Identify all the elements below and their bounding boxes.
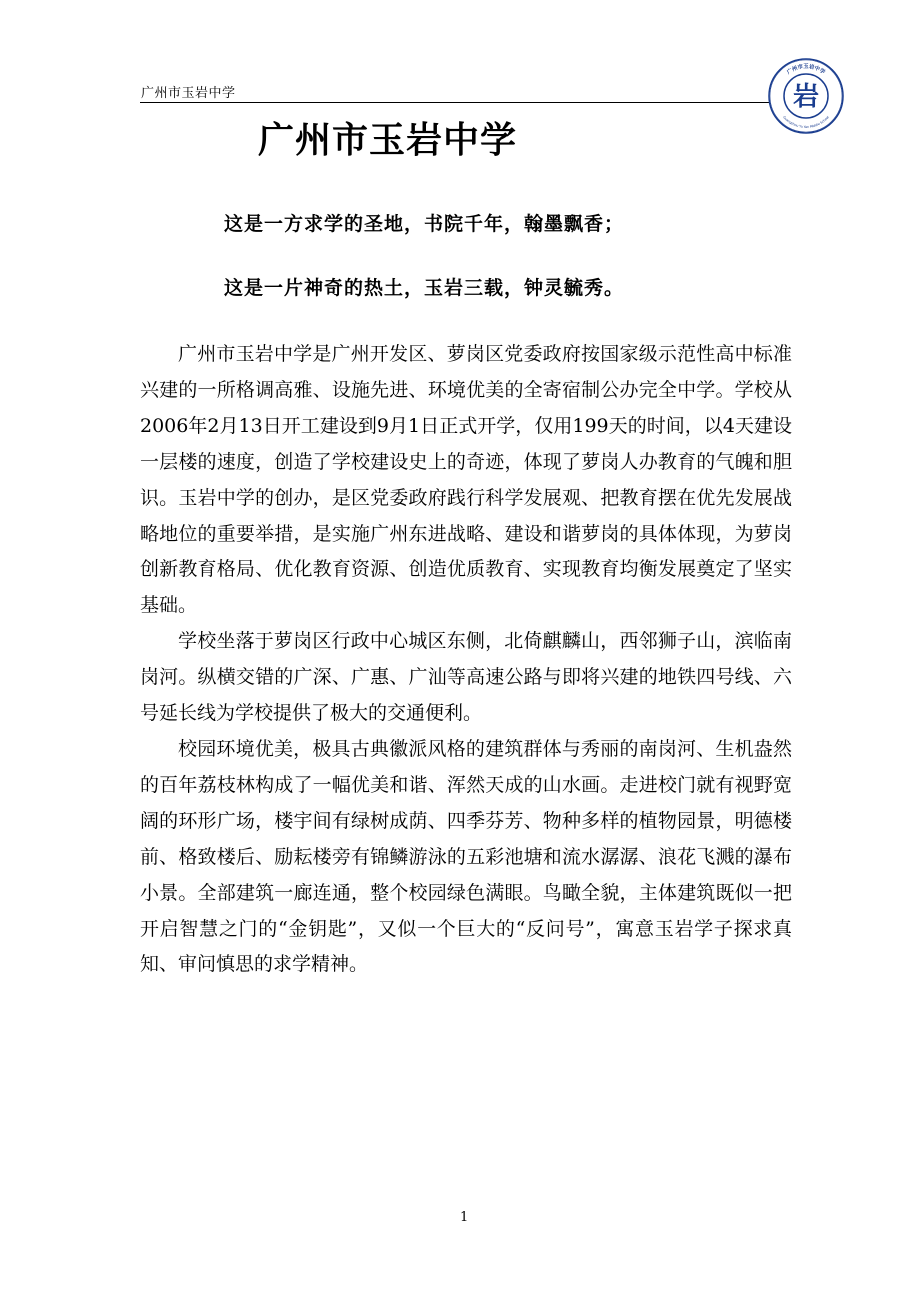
school-emblem-icon	[768, 58, 844, 134]
document-body	[140, 337, 792, 983]
page-number: 1	[460, 1210, 469, 1225]
motto-line-1: 这是一方求学的圣地，书院千年，翰墨飘香；	[224, 213, 625, 235]
header-divider	[140, 102, 780, 103]
emblem-ring-text-bottom: Guangzhou Yu Yan Middle School	[782, 115, 830, 130]
emblem-center-glyph: 岩	[792, 82, 820, 112]
emblem-ring-text-top: 广州市玉岩中学	[786, 64, 826, 76]
paragraph-location: 学校坐落于萝岗区行政中心城区东侧，北倚麒麟山，西邻狮子山，滨临南岗河。纵横交错的广深、广惠、广汕等高速公路与即将兴建的地铁四号线、六号延长线为学校提供了极大的交通便利。	[140, 630, 792, 725]
document-title: 广州市玉岩中学	[258, 120, 518, 161]
paragraph-introduction: 广州市玉岩中学是广州开发区、萝岗区党委政府按国家级示范性高中标准兴建的一所格调高雅、设施先进、环境优美的全寄宿制公办完全中学。学校从2006年2月13日开工建设到9月1日正式开学，仅用199天的时间，以4天建设一层楼的速度，创造了学校建设史上的奇迹，体现了萝岗人办教育的气魄和胆识。玉岩中学的创办，是区党委政府践行科学发展观、把教育摆在优先发展战略地位的重要举措，是实施广州东进战略、建设和谐萝岗的具体体现，为萝岗创新教育格局、优化教育资源、创造优质教育、实现教育均衡发展奠定了坚实基础。	[140, 343, 792, 617]
running-header: 广州市玉岩中学	[141, 86, 236, 101]
motto-line-2: 这是一片神奇的热土，玉岩三载，钟灵毓秀。	[224, 277, 625, 299]
paragraph-campus-environment: 校园环境优美，极具古典徽派风格的建筑群体与秀丽的南岗河、生机盎然的百年荔枝林构成了一幅优美和谐、浑然天成的山水画。走进校门就有视野宽阔的环形广场，楼宇间有绿树成荫、四季芬芳、物种多样的植物园景，明德楼前、格致楼后、励耘楼旁有锦鳞游泳的五彩池塘和流水潺潺、浪花飞溅的瀑布小景。全部建筑一廊连通，整个校园绿色满眼。鸟瞰全貌，主体建筑既似一把开启智慧之门的“金钥匙”，又似一个巨大的“反问号”，寓意玉岩学子探求真知、审问慎思的求学精神。	[140, 737, 792, 976]
